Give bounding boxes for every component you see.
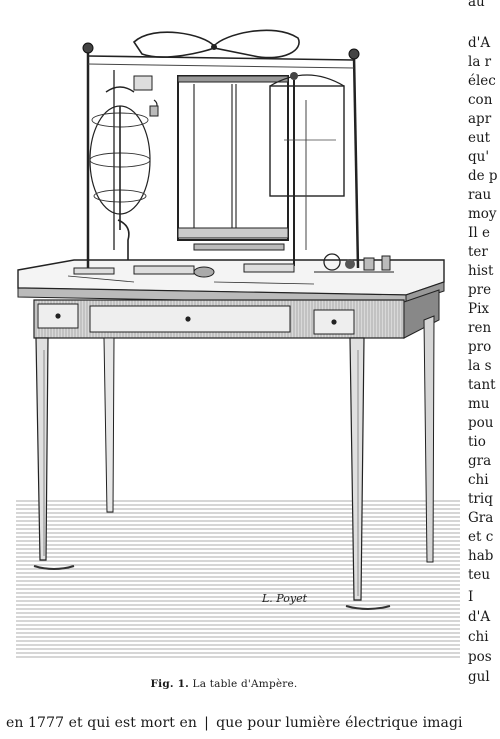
- column-line: I: [468, 589, 474, 605]
- column-line: la s: [468, 358, 492, 374]
- bottom-line-separator: |: [204, 715, 209, 731]
- engraver-signature-text: L. Poyet: [262, 592, 308, 605]
- drawer-knob-left: [55, 313, 60, 318]
- column-line: gul: [468, 669, 490, 685]
- column-line: Pix: [468, 301, 490, 317]
- column-line: pre: [468, 282, 492, 298]
- column-line: ter: [468, 244, 488, 260]
- engraver-signature: [262, 592, 307, 605]
- column-line: moy: [468, 206, 497, 222]
- column-line: élec: [468, 73, 496, 89]
- column-line: apr: [468, 111, 492, 127]
- column-line: chi: [468, 629, 489, 645]
- drawer-knob-center: [185, 316, 190, 321]
- bottom-text-line: [6, 715, 463, 731]
- column-line: d'A: [468, 609, 491, 625]
- column-line: con: [468, 92, 493, 108]
- column-line: qu': [468, 149, 490, 165]
- caption-text: La table d'Ampère.: [192, 678, 298, 690]
- right-coil-frame: [270, 86, 344, 196]
- bottom-line-right: que pour lumière électrique imagi: [216, 715, 463, 731]
- column-line: pro: [468, 339, 492, 355]
- column-line: hist: [468, 263, 494, 279]
- column-line: au: [468, 0, 485, 10]
- right-post: [354, 56, 358, 268]
- column-line: tant: [468, 377, 496, 393]
- table-leg-back-left: [104, 338, 114, 512]
- right-text-column: [464, 0, 500, 720]
- column-line: mu: [468, 396, 490, 412]
- column-line: triq: [468, 491, 493, 507]
- floor-shading: [16, 498, 460, 658]
- column-line: teu: [468, 567, 491, 583]
- column-line: Gra: [468, 510, 494, 526]
- column-line: chi: [468, 472, 489, 488]
- column-line: la r: [468, 54, 492, 70]
- column-line: tio: [468, 434, 486, 450]
- column-line: gra: [468, 453, 492, 469]
- column-line: ren: [468, 320, 492, 336]
- column-line: pou: [468, 415, 494, 431]
- column-line: hab: [468, 548, 494, 564]
- column-line: de p: [468, 168, 498, 184]
- drawer-knob-right: [331, 319, 336, 324]
- figure-engraving: [14, 20, 462, 660]
- figure-caption: [0, 678, 448, 690]
- ampere-table-illustration: [14, 20, 462, 660]
- column-line: et c: [468, 529, 494, 545]
- column-line: eut: [468, 130, 491, 146]
- column-line: Il e: [468, 225, 490, 241]
- column-line: d'A: [468, 35, 491, 51]
- column-line: rau: [468, 187, 492, 203]
- caption-lead: Fig. 1.: [150, 678, 189, 690]
- top-balance-loop: [134, 30, 299, 57]
- column-line: pos: [468, 649, 492, 665]
- bottom-line-left: en 1777 et qui est mort en: [6, 715, 198, 731]
